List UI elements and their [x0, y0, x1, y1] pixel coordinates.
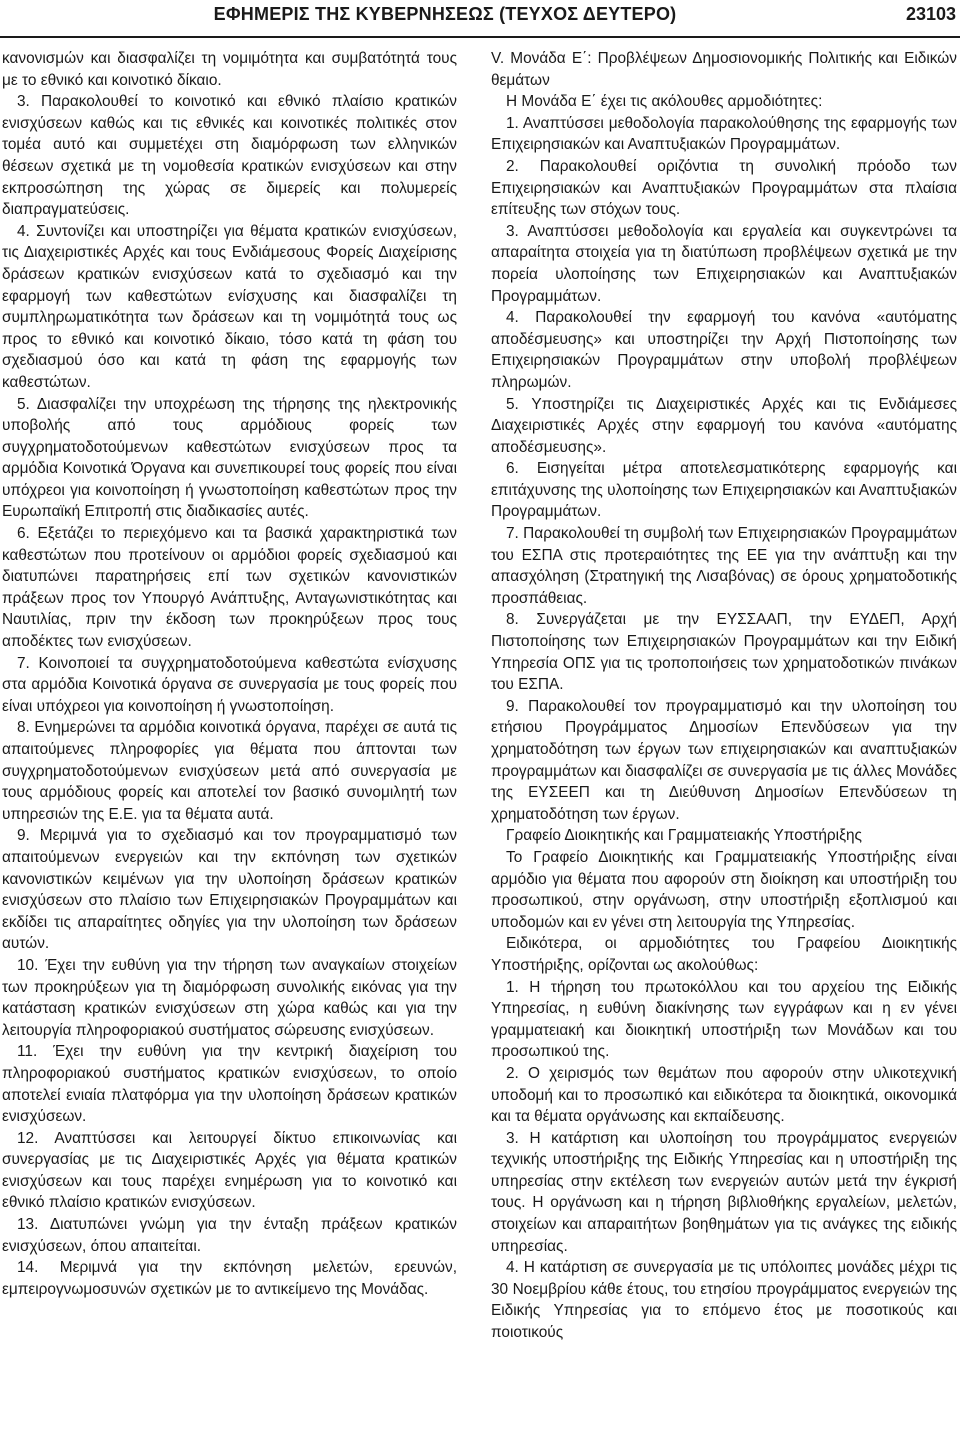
paragraph: 8. Ενημερώνει τα αρμόδια κοινοτικά όργανα, παρέχει σε αυτά τις απαιτούμενες πληροφορίες για θέματα που άπτονται των συγχρηματοδοτούμενων ενισχύσεων μετά από συνεργασία με τους αρμόδιους φορείς και αποτελεί τον βασικό συνομιλητή των υπηρεσιών της Ε.Ε. για τα θέματα αυτά.	[2, 719, 457, 823]
paragraph: 3. Η κατάρτιση και υλοποίηση του προγράμματος ενεργειών τεχνικής υποστήριξης της Ειδικής Υπηρεσίας και η υποστήριξη της υπηρεσίας στην εκτέλεση των ενεργειών αυτών μετά την έγκρισή τους. Η οργάνωση και η τήρηση βιβλιοθήκης εργαλείων, μελετών, στοιχείων και απαραιτήτων βοηθημάτων για τις ανάγκες της ειδικής υπηρεσίας.	[491, 1129, 957, 1255]
paragraph: 4. Παρακολουθεί την εφαρμογή του κανόνα «αυτόματης αποδέσμευσης» και υποστηρίζει την Αρχή Πιστοποίησης των Επιχειρησιακών Προγραμμάτων στην υποβολή προβλέψεων πληρωμών.	[491, 309, 957, 391]
page-header	[0, 2, 960, 32]
paragraph: 4. Συντονίζει και υποστηρίζει για θέματα κρατικών ενισχύσεων, τις Διαχειριστικές Αρχές και τους Ενδιάμεσους Φορείς Διαχείρισης δράσεων κρατικών ενισχύσεων κατά το σχεδιασμό και την εφαρμογή των καθεστώτων ενίσχυσης και διασφαλίζει τη συμπληρωματικότητα των δράσεων και τη νομιμότητά τους ως προς το εθνικό και κοινοτικό δίκαιο, τόσο κατά τη φάση του σχεδιασμού όσο και κατά τη φάση της εφαρμογής των καθεστώτων.	[2, 222, 457, 391]
paragraph: 8. Συνεργάζεται με την ΕΥΣΣΑΑΠ, την ΕΥΔΕΠ, Αρχή Πιστοποίησης των Επιχειρησιακών Προγραμμάτων και την Ειδική Υπηρεσία ΟΠΣ για τις τροποποιήσεις των χρηματοδοτικών πινάκων του ΕΣΠΑ.	[491, 611, 957, 694]
paragraph: 11. Έχει την ευθύνη για την κεντρική διαχείριση του πληροφοριακού συστήματος κρατικών ενισχύσεων, το οποίο αποτελεί ενιαία πλατφόρμα για την υλοποίηση δράσεων κρατικών ενισχύσεων.	[2, 1043, 457, 1126]
paragraph: 9. Παρακολουθεί τον προγραμματισμό και την υλοποίηση του ετήσιου Προγράμματος Δημοσίων Επενδύσεων για την χρηματοδότηση των έργων των επιχειρησιακών και αναπτυξιακών προγραμμάτων και διασφαλίζει σε συνεργασία με τις άλλες Μονάδες της ΕΥΣΕΕΠ και τη Διεύθυνση Δημοσίων Επενδύσεων τη χρηματοδότηση των έργων.	[491, 697, 957, 823]
paragraph: Η Μονάδα Ε΄ έχει τις ακόλουθες αρμοδιότητες:	[506, 93, 823, 111]
header-divider	[0, 36, 960, 38]
paragraph: 7. Κοινοποιεί τα συγχρηματοδοτούμενα καθεστώτα ενίσχυσης στα αρμόδια Κοινοτικά όργανα σε συνεργασία με τους φορείς που είναι υπόχρεοι για κοινοποίηση ή γνωστοποίηση.	[2, 654, 457, 715]
paragraph: 13. Διατυπώνει γνώμη για την ένταξη πράξεων κρατικών ενισχύσεων, όπου απαιτείται.	[2, 1216, 457, 1255]
paragraph: 10. Έχει την ευθύνη για την τήρηση των αναγκαίων στοιχείων των προκηρύξεων για τη διαμόρφωση συνολικής εικόνας για την κατάσταση κρατικών ενισχύσεων στη χώρα καθώς και για την λειτουργία πληροφοριακού συστήματος σώρευσης ενισχύσεων.	[2, 956, 457, 1039]
paragraph: 3. Παρακολουθεί το κοινοτικό και εθνικό πλαίσιο κρατικών ενισχύσεων καθώς και τις εθνικές και κοινοτικές πολιτικές στον τομέα αυτό και συμμετέχει στη διαμόρφωση των ελληνικών θέσεων σχετικά με τη νομοθεσία κρατικών ενισχύσεων και στην εκπροσώπηση της χώρας σε διμερείς και πολυμερείς διαπραγματεύσεις.	[2, 93, 457, 219]
paragraph: 2. Ο χειρισμός των θεμάτων που αφορούν στην υλικοτεχνική υποδομή και το προσωπικό και ειδικότερα τα διοικητικά, οικονομικά και τα θέματα οργάνωσης και εκπαίδευσης.	[491, 1064, 957, 1126]
paragraph: 14. Μεριμνά για την εκπόνηση μελετών, ερευνών, εμπειρογνωμοσυνών σχετικών με το αντικείμενο της Μονάδας.	[2, 1259, 457, 1298]
paragraph: 2. Παρακολουθεί οριζόντια τη συνολική πρόοδο των Επιχειρησιακών και Αναπτυξιακών Προγραμμάτων στα πλαίσια επίτευξης των στόχων τους.	[491, 157, 957, 219]
gazette-title: ΕΦΗΜΕΡΙΣ ΤΗΣ ΚΥΒΕΡΝΗΣΕΩΣ (ΤΕΥΧΟΣ ΔΕΥΤΕΡΟ)	[213, 4, 677, 24]
paragraph: κανονισμών και διασφαλίζει τη νομιμότητα και συμβατότητά τους με το εθνικό και κοινοτικό δίκαιο.	[2, 50, 457, 89]
paragraph: 6. Εισηγείται μέτρα αποτελεσματικότερης εφαρμογής και επιτάχυνσης της υλοποίησης των Επιχειρησιακών και Αναπτυξιακών Προγραμμάτων.	[491, 460, 957, 521]
left-column	[2, 48, 457, 1300]
paragraph: 6. Εξετάζει το περιεχόμενο και τα βασικά χαρακτηριστικά των καθεστώτων που προτείνουν οι αρμόδιοι φορείς σχεδιασμού και διατυπώνει παρατηρήσεις επί των σχετικών κανονιστικών πράξεων προς τον Υπουργό Ανάπτυξης, Ανταγωνιστικότητας και Ναυτιλίας, πριν την έκδοση των προκηρύξεων προς τους αποδέκτες των ενισχύσεων.	[2, 525, 457, 651]
paragraph: 3. Αναπτύσσει μεθοδολογία και εργαλεία και συγκεντρώνει τα απαραίτητα στοιχεία για τη διατύπωση προβλέψεων σχετικά με την πορεία υλοποίησης των Επιχειρησιακών και Αναπτυξιακών Προγραμμάτων.	[491, 222, 957, 305]
paragraph: 1. Αναπτύσσει μεθοδολογία παρακολούθησης της εφαρμογής των Επιχειρησιακών και Αναπτυξιακών Προγραμμάτων.	[491, 114, 957, 154]
paragraph: 12. Αναπτύσσει και λειτουργεί δίκτυο επικοινωνίας και συνεργασίας με τις Διαχειριστικές Αρχές για θέματα κρατικών ενισχύσεων και τους παρέχει ενημέρωση για το κοινοτικό και εθνικό πλαίσιο κρατικών ενισχύσεων.	[2, 1129, 457, 1212]
paragraph: 1. Η τήρηση του πρωτοκόλλου και του αρχείου της Ειδικής Υπηρεσίας, η ευθύνη διακίνησης των εγγράφων και η εν γένει γραμματειακή και διοικητική υποστήριξη των Μονάδων και του προσωπικού της.	[491, 978, 957, 1061]
right-column	[491, 48, 957, 1344]
paragraph: Ειδικότερα, οι αρμοδιότητες του Γραφείου Διοικητικής Υποστήριξης, ορίζονται ως ακολούθως:	[491, 935, 957, 974]
paragraph: 5. Υποστηρίζει τις Διαχειριστικές Αρχές και τις Ενδιάμεσες Διαχειριστικές Αρχές στην εφαρμογή του κανόνα «αυτόματης αποδέσμευσης».	[491, 395, 957, 456]
paragraph: 7. Παρακολουθεί τη συμβολή των Επιχειρησιακών Προγραμμάτων του ΕΣΠΑ στις προτεραιότητες της ΕΕ για την ανάπτυξη και την απασχόληση (Στρατηγική της Λισαβόνας) σε όρους χρηματοδοτικής προσπάθειας.	[491, 525, 957, 607]
paragraph: 4. Η κατάρτιση σε συνεργασία με τις υπόλοιπες μονάδες μέχρι τις 30 Νοεμβρίου κάθε έτους, του ετησίου προγράμματος ενεργειών της Ειδικής Υπηρεσίας για το επόμενο έτος με ποσοτικούς και ποιοτικούς	[491, 1259, 957, 1342]
page-number: 23103	[905, 4, 956, 24]
paragraph: 5. Διασφαλίζει την υποχρέωση της τήρησης της ηλεκτρονικής υποβολής από τους αρμόδιους φορείς των συγχρηματοδοτούμενων καθεστώτων ενισχύσεων προς τα αρμόδια Κοινοτικά Όργανα και συνεπικουρεί τους φορείς που είναι υπόχρεοι για κοινοποίηση ή γνωστοποίηση καθεστώτων προς την Ευρωπαϊκή Επιτροπή στις διαδικασίες αυτές.	[2, 395, 457, 521]
subsection-heading: Γραφείο Διοικητικής και Γραμματειακής Υποστήριξης	[506, 827, 862, 845]
section-heading: V. Μονάδα Ε΄: Προβλέψεων Δημοσιονομικής Πολιτικής και Ειδικών θεμάτων	[491, 50, 957, 89]
paragraph: Το Γραφείο Διοικητικής και Γραμματειακής Υποστήριξης είναι αρμόδιο για θέματα που αφορούν στη διοίκηση και υποστήριξη του προσωπικού, στην οργάνωση, στην υποστήριξη εξοπλισμού και υποδομών και εν γένει στη λειτουργία της Υπηρεσίας.	[491, 848, 957, 931]
paragraph: 9. Μεριμνά για το σχεδιασμό και τον προγραμματισμό των απαιτούμενων ενεργειών και την εκπόνηση των σχετικών κανονιστικών κειμένων για την υλοποίηση δράσεων κρατικών ενισχύσεων στο πλαίσιο των Επιχειρησιακών Προγραμμάτων και εκδίδει τις απαραίτητες οδηγίες για την υλοποίηση των δράσεων αυτών.	[2, 827, 457, 953]
